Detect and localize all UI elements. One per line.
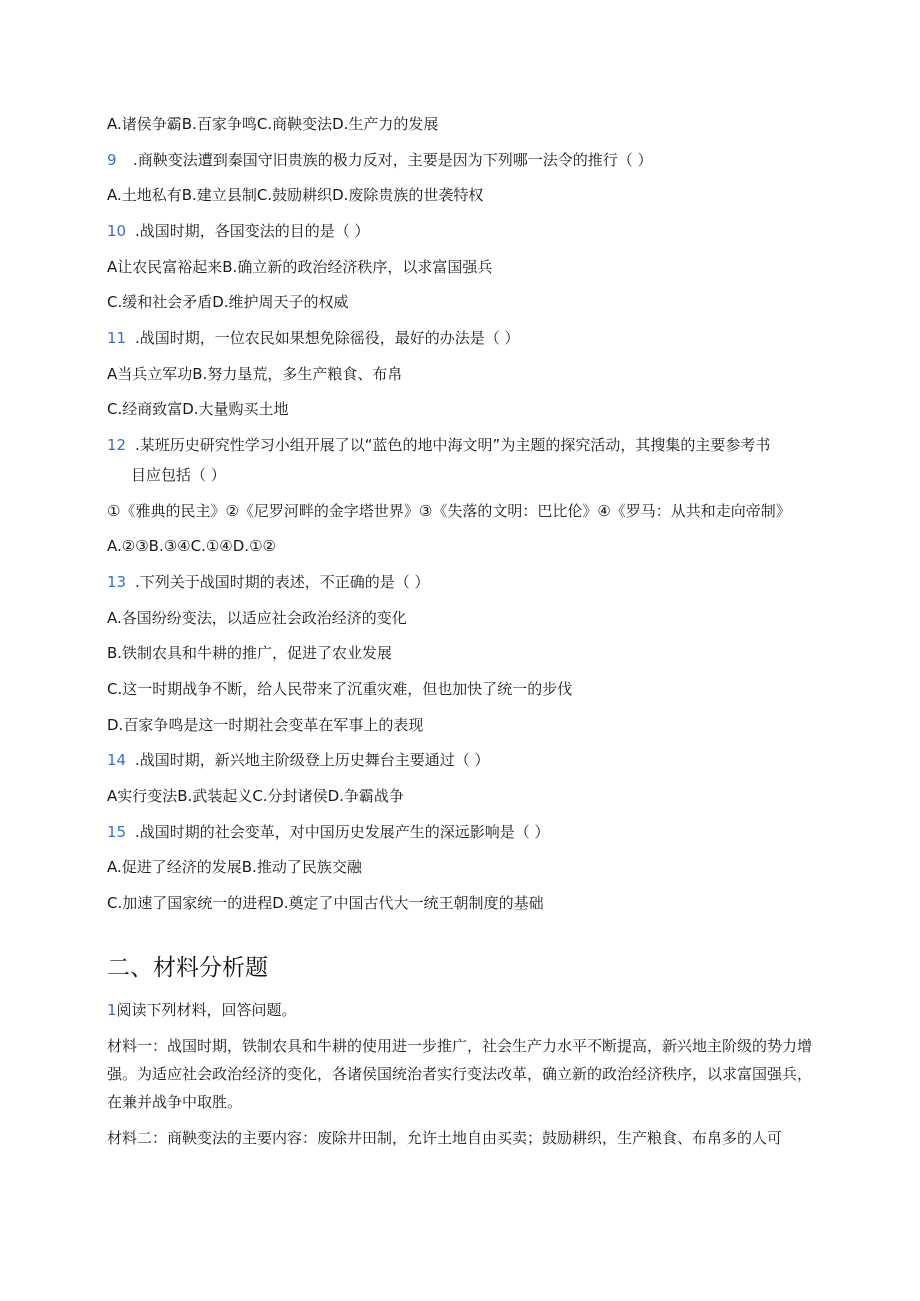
question-number: 12 — [107, 436, 127, 454]
question-12 — [107, 435, 770, 455]
question-stem: .商鞅变法遭到秦国守旧贵族的极力反对，主要是因为下列哪一法令的推行（ ） — [133, 151, 653, 169]
question-10 — [107, 221, 370, 241]
question-number: 11 — [107, 329, 127, 347]
question-15 — [107, 822, 550, 842]
question-number: 13 — [107, 573, 127, 591]
question-9 — [107, 150, 653, 170]
question-stem: 阅读下列材料，回答问题。 — [116, 1001, 297, 1019]
question-13 — [107, 572, 430, 592]
q13-option-c: C.这一时期战争不断，给人民带来了沉重灾难，但也加快了统一的步伐 — [107, 680, 573, 698]
q15-options-2: C.加速了国家统一的进程D.奠定了中国古代大一统王朝制度的基础 — [107, 894, 544, 912]
q12-books: ①《雅典的民主》②《尼罗河畔的金字塔世界》③《失落的文明：巴比伦》④《罗马：从共和走向帝制》 — [107, 502, 791, 520]
q11-options-1: A当兵立军功B.努力垦荒，多生产粮食、布帛 — [107, 365, 403, 383]
section-title: 二、材料分析题 — [107, 955, 268, 981]
q9-options: A.土地私有B.建立县制C.鼓励耕织D.废除贵族的世袭特权 — [107, 186, 484, 204]
q12-options: A.②③B.③④C.①④D.①② — [107, 537, 276, 555]
q10-options-1: A让农民富裕起来B.确立新的政治经济秩序，以求富国强兵 — [107, 258, 493, 276]
question-stem: .某班历史研究性学习小组开展了以“蓝色的地中海文明”为主题的探究活动，其搜集的主要参考书 — [135, 436, 771, 454]
question-number: 10 — [107, 222, 127, 240]
q14-options: A实行变法B.武装起义C.分封诸侯D.争霸战争 — [107, 787, 404, 805]
question-stem: .战国时期，一位农民如果想免除徭役，最好的办法是（ ） — [135, 329, 520, 347]
q13-option-a: A.各国纷纷变法，以适应社会政治经济的变化 — [107, 609, 407, 627]
q10-options-2: C.缓和社会矛盾D.维护周天子的权威 — [107, 293, 349, 311]
material-question-1 — [107, 1000, 297, 1020]
question-number: 15 — [107, 823, 127, 841]
q8-options: A.诸侯争霸B.百家争鸣C.商鞅变法D.生产力的发展 — [107, 115, 439, 133]
question-stem: .下列关于战国时期的表述，不正确的是（ ） — [135, 573, 430, 591]
q11-options-2: C.经商致富D.大量购买土地 — [107, 400, 289, 418]
q13-option-b: B.铁制农具和牛耕的推广，促进了农业发展 — [107, 644, 393, 662]
question-stem: .战国时期，各国变法的目的是（ ） — [135, 222, 370, 240]
material-2: 材料二：商鞅变法的主要内容：废除井田制，允许土地自由买卖；鼓励耕织，生产粮食、布帛多的人可 — [107, 1129, 783, 1147]
question-stem: .战国时期，新兴地主阶级登上历史舞台主要通过（ ） — [135, 751, 490, 769]
q15-options-1: A.促进了经济的发展B.推动了民族交融 — [107, 858, 362, 876]
material-1: 材料一：战国时期，铁制农具和牛耕的使用进一步推广，社会生产力水平不断提高，新兴地主阶级的势力增强。为适应社会政治经济的变化，各诸侯国统治者实行变法改革，确立新的政治经济秩序，以求富国强兵，在兼并战争中取胜。 — [107, 1037, 813, 1111]
question-14 — [107, 750, 490, 770]
question-number: 14 — [107, 751, 127, 769]
question-11 — [107, 328, 520, 348]
question-number: 9 — [107, 151, 117, 169]
q13-option-d: D.百家争鸣是这一时期社会变革在军事上的表现 — [107, 716, 424, 734]
question-number: 1 — [107, 1001, 117, 1019]
question-stem: .战国时期的社会变革，对中国历史发展产生的深远影响是（ ） — [135, 823, 550, 841]
question-12-stem-cont: 目应包括（ ） — [131, 466, 226, 484]
